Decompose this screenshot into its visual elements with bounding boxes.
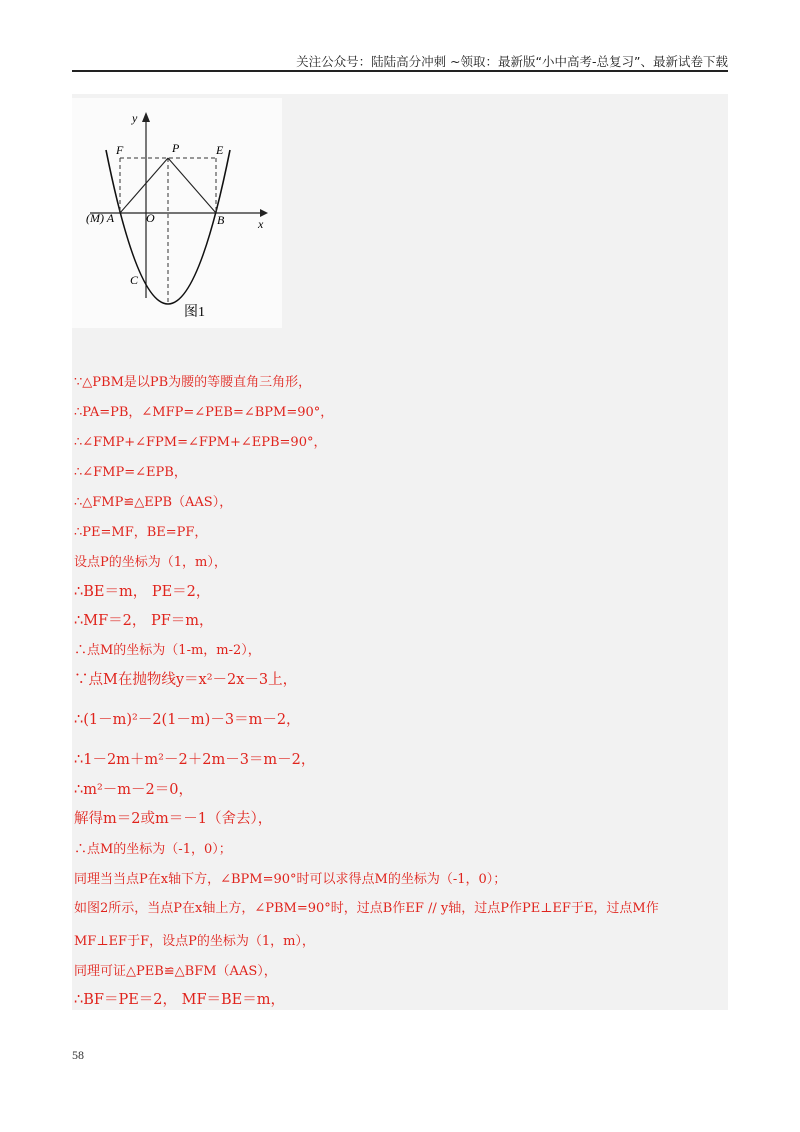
figure-1	[72, 98, 282, 328]
parabola-diagram	[72, 98, 282, 328]
y-axis-arrow	[142, 112, 150, 122]
label-e: E	[216, 143, 224, 157]
page-header: 关注公众号：陆陆高分冲刺 ~领取：最新版“小中高考-总复习”、最新试卷下载	[296, 54, 728, 69]
solution-line: ∴m²－m－2＝0，	[74, 782, 193, 798]
solution-line: ∴PA=PB，∠MFP=∠PEB=∠BPM=90°，	[74, 405, 334, 420]
solution-line: ∴BF＝PE＝2， MF＝BE＝m，	[74, 992, 286, 1008]
header-rule	[72, 70, 728, 72]
segment-pa	[120, 158, 168, 213]
solution-line: ∵△PBM是以PB为腰的等腰直角三角形，	[74, 375, 312, 390]
solution-line: 设点P的坐标为（1，m），	[74, 555, 227, 570]
label-c: C	[130, 273, 139, 287]
figure-caption: 图1	[184, 305, 205, 320]
solution-line: 如图2所示，当点P在x轴上方，∠PBM=90°时，过点B作EF // y轴，过点P作PE⊥EF于E，过点M作	[74, 901, 659, 916]
label-p: P	[172, 141, 180, 155]
solution-line: ∴点M的坐标为（-1，0）；	[74, 842, 232, 857]
solution-line: 同理当当点P在x轴下方，∠BPM=90°时可以求得点M的坐标为（-1，0）；	[74, 872, 507, 887]
label-f: F	[116, 143, 124, 157]
solution-line: ∴MF＝2， PF＝m，	[74, 613, 214, 629]
solution-line: ∴△FMP≌△EPB（AAS），	[74, 495, 233, 510]
solution-line: ∴点M的坐标为（1-m，m-2），	[74, 643, 261, 658]
solution-content	[72, 94, 728, 1010]
solution-line: ∴BE＝m， PE＝2，	[74, 584, 211, 600]
solution-line: 解得m＝2或m＝－1（舍去），	[74, 811, 273, 827]
solution-line: ∴(1－m)²－2(1－m)－3＝m－2，	[74, 712, 301, 728]
label-y: y	[132, 111, 138, 125]
label-b: B	[217, 213, 225, 227]
solution-line: MF⊥EF于F，设点P的坐标为（1，m），	[74, 934, 315, 949]
segment-pb	[168, 158, 216, 213]
label-m-a: (M) A	[86, 211, 115, 225]
label-o: O	[146, 211, 155, 225]
solution-line: 同理可证△PEB≌△BFM（AAS），	[74, 964, 277, 979]
solution-line: ∵点M在抛物线y＝x²－2x－3上，	[74, 672, 298, 688]
label-x: x	[258, 217, 264, 231]
solution-line: ∴∠FMP+∠FPM=∠FPM+∠EPB=90°，	[74, 435, 327, 450]
solution-line: ∴1－2m＋m²－2＋2m－3＝m－2，	[74, 752, 316, 768]
page-number: 58	[72, 1048, 84, 1062]
solution-line: ∴PE=MF，BE=PF，	[74, 525, 208, 540]
solution-line: ∴∠FMP=∠EPB，	[74, 465, 187, 480]
x-axis-arrow	[260, 209, 268, 217]
